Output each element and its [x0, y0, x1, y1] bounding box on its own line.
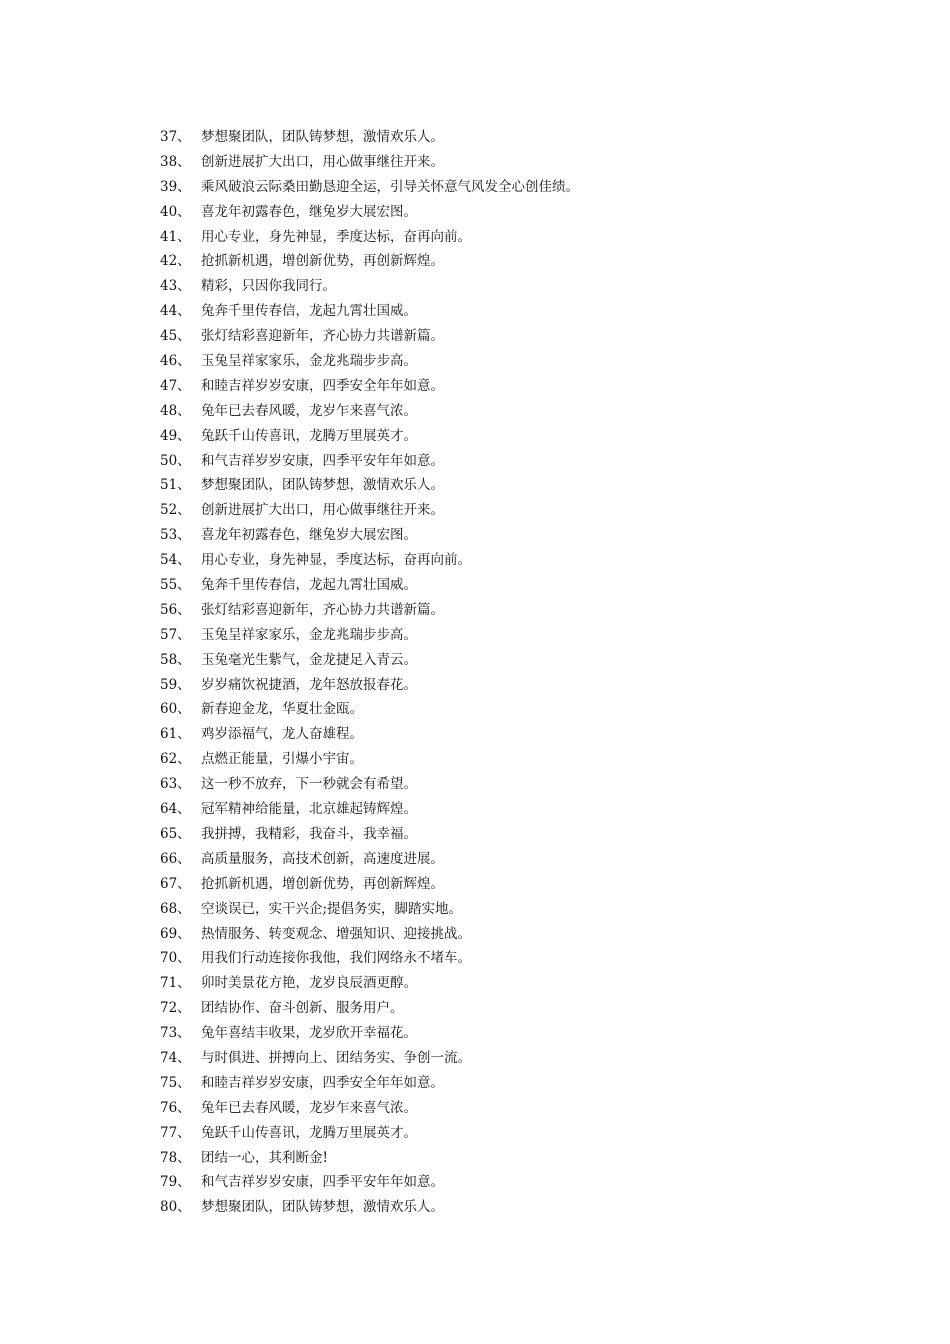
list-item [160, 498, 579, 523]
item-text: 卯时美景花方艳，龙岁良辰酒更醇。 [201, 975, 417, 992]
item-number: 55、 [160, 577, 191, 594]
item-number: 41、 [160, 228, 191, 245]
item-text: 热情服务、转变观念、增强知识、迎接挑战。 [201, 925, 471, 942]
item-text: 张灯结彩喜迎新年，齐心协力共谱新篇。 [201, 601, 444, 618]
item-text: 新春迎金龙，华夏壮金瓯。 [201, 701, 363, 718]
item-number: 37、 [160, 129, 191, 145]
item-number: 78、 [160, 1149, 191, 1166]
item-text: 兔奔千里传春信，龙起九霄壮国威。 [201, 303, 417, 320]
item-number: 43、 [160, 278, 191, 295]
list-item [160, 648, 579, 673]
item-number: 45、 [160, 328, 191, 345]
list-item [160, 598, 579, 623]
list-item [160, 249, 579, 274]
item-number: 48、 [160, 402, 191, 419]
item-text: 喜龙年初露春色，继兔岁大展宏图。 [201, 527, 417, 544]
list-item [160, 747, 579, 772]
item-number: 72、 [160, 1000, 191, 1017]
item-number: 38、 [160, 153, 191, 170]
list-item [160, 200, 579, 225]
item-number: 65、 [160, 825, 191, 842]
item-text: 和气吉祥岁岁安康，四季平安年年如意。 [201, 1174, 444, 1191]
item-number: 60、 [160, 701, 191, 718]
list-item [160, 299, 579, 324]
list-item [160, 623, 579, 648]
list-item [160, 946, 579, 971]
list-item [160, 150, 579, 175]
item-text: 用心专业，身先神显，季度达标，奋再向前。 [201, 552, 471, 569]
item-text: 和气吉祥岁岁安康，四季平安年年如意。 [201, 452, 444, 469]
item-text: 张灯结彩喜迎新年，齐心协力共谱新篇。 [201, 328, 444, 345]
item-number: 52、 [160, 502, 191, 519]
list-item [160, 548, 579, 573]
item-text: 我拼搏，我精彩，我奋斗，我幸福。 [201, 825, 417, 842]
item-number: 47、 [160, 377, 191, 394]
item-text: 鸡岁添福气，龙人奋雄程。 [201, 726, 363, 743]
list-item [160, 1121, 579, 1146]
item-text: 团结一心，其利断金! [201, 1149, 328, 1166]
item-number: 53、 [160, 527, 191, 544]
list-item [160, 225, 579, 250]
item-text: 冠军精神给能量，北京雄起铸辉煌。 [201, 801, 417, 818]
list-item [160, 573, 579, 598]
item-text: 和睦吉祥岁岁安康，四季安全年年如意。 [201, 1074, 444, 1091]
item-number: 51、 [160, 477, 191, 494]
list-item [160, 772, 579, 797]
list-item [160, 125, 579, 150]
item-text: 用心专业，身先神显，季度达标，奋再向前。 [201, 228, 471, 245]
item-number: 76、 [160, 1099, 191, 1116]
list-item [160, 1146, 579, 1171]
item-number: 56、 [160, 601, 191, 618]
item-text: 乘风破浪云际桑田勤恳迎全运，引导关怀意气风发全心创佳绩。 [201, 178, 579, 195]
list-item [160, 722, 579, 747]
list-item [160, 797, 579, 822]
item-number: 80、 [160, 1199, 191, 1216]
list-item [160, 324, 579, 349]
item-text: 点燃正能量，引爆小宇宙。 [201, 751, 363, 768]
item-text: 兔年已去春风暖，龙岁乍来喜气浓。 [201, 1099, 417, 1116]
item-number: 64、 [160, 801, 191, 818]
item-number: 49、 [160, 427, 191, 444]
item-number: 46、 [160, 353, 191, 370]
item-number: 79、 [160, 1174, 191, 1191]
item-text: 团结协作、奋斗创新、服务用户。 [201, 1000, 404, 1017]
item-text: 兔年喜结丰收果，龙岁欣开幸福花。 [201, 1025, 417, 1042]
item-text: 梦想聚团队，团队铸梦想，激情欢乐人。 [201, 129, 444, 145]
item-number: 73、 [160, 1025, 191, 1042]
item-text: 抢抓新机遇，增创新优势，再创新辉煌。 [201, 253, 444, 270]
item-number: 61、 [160, 726, 191, 743]
list-item [160, 822, 579, 847]
list-item [160, 847, 579, 872]
item-number: 39、 [160, 178, 191, 195]
list-item [160, 1195, 579, 1220]
item-number: 67、 [160, 875, 191, 892]
list-item [160, 897, 579, 922]
item-text: 和睦吉祥岁岁安康，四季安全年年如意。 [201, 377, 444, 394]
item-text: 兔年已去春风暖，龙岁乍来喜气浓。 [201, 402, 417, 419]
list-item [160, 1046, 579, 1071]
item-text: 玉兔呈祥家家乐，金龙兆瑞步步高。 [201, 353, 417, 370]
list-item [160, 872, 579, 897]
item-text: 喜龙年初露春色，继兔岁大展宏图。 [201, 203, 417, 220]
list-item [160, 1170, 579, 1195]
item-number: 68、 [160, 900, 191, 917]
list-item [160, 274, 579, 299]
item-text: 这一秒不放弃，下一秒就会有希望。 [201, 776, 417, 793]
item-number: 63、 [160, 776, 191, 793]
list-item [160, 399, 579, 424]
list-item [160, 673, 579, 698]
item-text: 用我们行动连接你我他，我们网络永不堵车。 [201, 950, 471, 967]
item-number: 74、 [160, 1049, 191, 1066]
list-item [160, 175, 579, 200]
item-text: 岁岁痛饮祝捷酒，龙年怒放报春花。 [201, 676, 417, 693]
item-number: 69、 [160, 925, 191, 942]
item-text: 高质量服务，高技术创新，高速度进展。 [201, 850, 444, 867]
item-text: 抢抓新机遇，增创新优势，再创新辉煌。 [201, 875, 444, 892]
item-number: 50、 [160, 452, 191, 469]
list-item [160, 424, 579, 449]
item-number: 71、 [160, 975, 191, 992]
list-item [160, 523, 579, 548]
list-item [160, 349, 579, 374]
item-text: 创新进展扩大出口，用心做事继往开来。 [201, 502, 444, 519]
item-number: 77、 [160, 1124, 191, 1141]
item-text: 玉兔呈祥家家乐，金龙兆瑞步步高。 [201, 626, 417, 643]
list-item [160, 449, 579, 474]
list-item [160, 697, 579, 722]
item-number: 40、 [160, 203, 191, 220]
item-text: 与时俱进、拼搏向上、团结务实、争创一流。 [201, 1049, 471, 1066]
item-number: 75、 [160, 1074, 191, 1091]
item-number: 62、 [160, 751, 191, 768]
slogan-list [160, 125, 579, 1220]
item-text: 梦想聚团队，团队铸梦想，激情欢乐人。 [201, 477, 444, 494]
list-item [160, 971, 579, 996]
list-item [160, 1071, 579, 1096]
list-item [160, 473, 579, 498]
item-number: 58、 [160, 651, 191, 668]
item-text: 空谈误已，实干兴企;提倡务实，脚踏实地。 [201, 900, 463, 917]
list-item [160, 922, 579, 947]
list-item [160, 996, 579, 1021]
list-item [160, 374, 579, 399]
item-number: 44、 [160, 303, 191, 320]
list-item [160, 1021, 579, 1046]
item-text: 兔跃千山传喜讯，龙腾万里展英才。 [201, 1124, 417, 1141]
item-text: 创新进展扩大出口，用心做事继往开来。 [201, 153, 444, 170]
item-text: 玉兔毫光生紫气，金龙捷足入青云。 [201, 651, 417, 668]
list-item [160, 1096, 579, 1121]
item-number: 54、 [160, 552, 191, 569]
item-text: 精彩，只因你我同行。 [201, 278, 336, 295]
item-number: 70、 [160, 950, 191, 967]
item-number: 59、 [160, 676, 191, 693]
item-text: 兔跃千山传喜讯，龙腾万里展英才。 [201, 427, 417, 444]
item-number: 66、 [160, 850, 191, 867]
item-text: 兔奔千里传春信，龙起九霄壮国威。 [201, 577, 417, 594]
item-number: 42、 [160, 253, 191, 270]
item-text: 梦想聚团队，团队铸梦想，激情欢乐人。 [201, 1199, 444, 1216]
item-number: 57、 [160, 626, 191, 643]
